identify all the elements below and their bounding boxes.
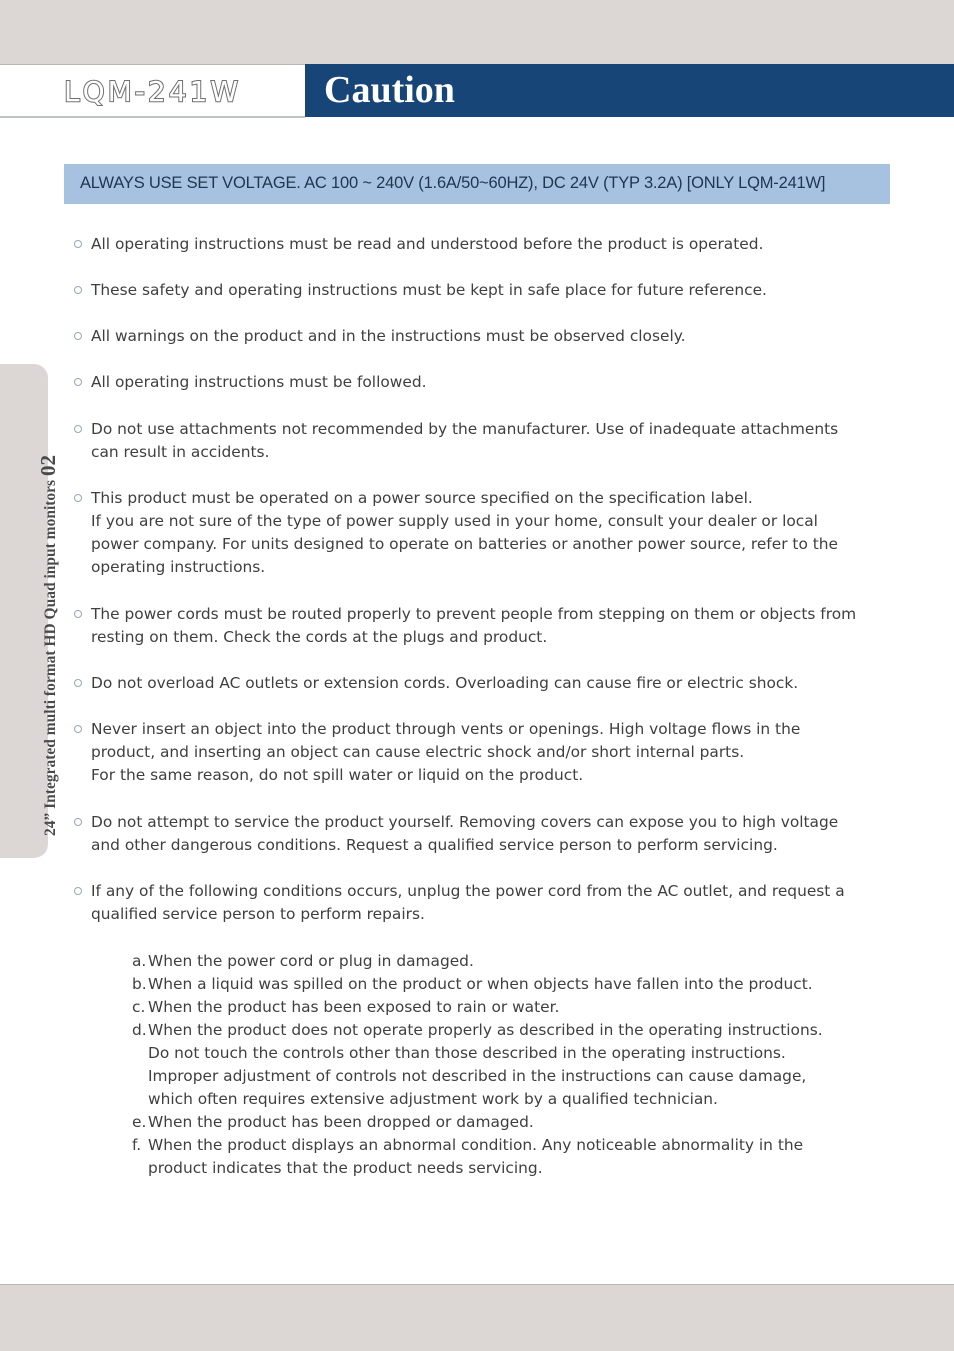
bullet-item (91, 880, 891, 926)
condition-item (132, 950, 872, 973)
bullet-line: These safety and operating instructions must be kept in safe place for future reference. (91, 281, 767, 299)
bullet-item (91, 487, 891, 579)
bullet-line: If you are not sure of the type of power supply used in your home, consult your dealer or local (91, 512, 818, 530)
bullet-line: Never insert an object into the product through vents or openings. High voltage flows in the (91, 720, 801, 738)
condition-list (132, 950, 872, 1180)
bullet-icon (74, 818, 82, 826)
condition-line: which often requires extensive adjustment work by a qualified technician. (148, 1090, 718, 1108)
bullet-icon (74, 378, 82, 386)
bullet-item (91, 811, 891, 857)
page-number: 02 (36, 455, 60, 477)
bullet-icon (74, 887, 82, 895)
bullet-item (91, 718, 891, 787)
bullet-item (91, 233, 891, 256)
bullet-item (91, 672, 891, 695)
bullet-icon (74, 610, 82, 618)
bullet-line: Do not attempt to service the product yourself. Removing covers can expose you to high voltage (91, 813, 839, 831)
bullet-icon (74, 725, 82, 733)
condition-item (132, 973, 872, 996)
bullet-item (91, 279, 891, 302)
voltage-banner (64, 164, 890, 204)
bullet-line: and other dangerous conditions. Request a qualified service person to perform servicing. (91, 836, 778, 854)
side-tab-label: 24” Integrated multi format HD Quad input monitors (42, 479, 59, 836)
condition-line: When a liquid was spilled on the product or when objects have fallen into the product. (148, 975, 813, 993)
page-title: Caution (324, 69, 455, 111)
bullet-line: Do not use attachments not recommended by the manufacturer. Use of inadequate attachments (91, 420, 839, 438)
condition-item (132, 1111, 872, 1134)
bullet-line: product, and inserting an object can cause electric shock and/or short internal parts. (91, 743, 745, 761)
condition-item (132, 1134, 872, 1180)
condition-marker: b. (132, 975, 147, 993)
condition-line: When the power cord or plug in damaged. (148, 952, 474, 970)
condition-marker: e. (132, 1113, 147, 1131)
condition-marker: c. (132, 998, 146, 1016)
bullet-icon (74, 286, 82, 294)
bullet-line: Do not overload AC outlets or extension cords. Overloading can cause fire or electric shock. (91, 674, 799, 692)
condition-line: Do not touch the controls other than those described in the operating instructions. (148, 1044, 786, 1062)
bullet-item (91, 603, 891, 649)
bullet-line: All warnings on the product and in the instructions must be observed closely. (91, 327, 686, 345)
bullet-line: operating instructions. (91, 558, 266, 576)
bullet-line: resting on them. Check the cords at the plugs and product. (91, 628, 548, 646)
condition-item (132, 996, 872, 1019)
bullet-line: All operating instructions must be read and understood before the product is operated. (91, 235, 764, 253)
condition-line: product indicates that the product needs servicing. (148, 1159, 543, 1177)
bullet-line: All operating instructions must be followed. (91, 373, 427, 391)
bullet-line: This product must be operated on a power source specified on the specification label. (91, 489, 753, 507)
bullet-item (91, 371, 891, 394)
model-header (0, 66, 305, 118)
bullet-icon (74, 679, 82, 687)
condition-line: When the product does not operate properly as described in the operating instructions. (148, 1021, 823, 1039)
bullet-line: The power cords must be routed properly to prevent people from stepping on them or objects from (91, 605, 857, 623)
condition-line: When the product has been exposed to rain or water. (148, 998, 560, 1016)
condition-line: When the product has been dropped or damaged. (148, 1113, 534, 1131)
condition-marker: f. (132, 1136, 142, 1154)
title-bar (305, 64, 954, 117)
bullet-item (91, 418, 891, 464)
bullet-line: If any of the following conditions occurs, unplug the power cord from the AC outlet, and request a (91, 882, 845, 900)
model-name: LQM-241W (63, 74, 242, 108)
bullet-icon (74, 494, 82, 502)
condition-line: Improper adjustment of controls not described in the instructions can cause damage, (148, 1067, 807, 1085)
voltage-banner-text: ALWAYS USE SET VOLTAGE. AC 100 ~ 240V (1.6A/50~60HZ), DC 24V (TYP 3.2A) [ONLY LQM-241W] (80, 174, 826, 192)
condition-marker: a. (132, 952, 147, 970)
condition-line: When the product displays an abnormal condition. Any noticeable abnormality in the (148, 1136, 804, 1154)
bullet-icon (74, 240, 82, 248)
side-tab-text (36, 455, 61, 836)
bullet-line: qualified service person to perform repairs. (91, 905, 425, 923)
bullet-icon (74, 332, 82, 340)
condition-item (132, 1019, 872, 1111)
bullet-line: power company. For units designed to operate on batteries or another power source, refer to the (91, 535, 839, 553)
top-band (0, 0, 954, 65)
bullet-icon (74, 425, 82, 433)
bullet-item (91, 325, 891, 348)
bullet-line: For the same reason, do not spill water or liquid on the product. (91, 766, 584, 784)
condition-marker: d. (132, 1021, 147, 1039)
bullet-line: can result in accidents. (91, 443, 270, 461)
bottom-band (0, 1284, 954, 1351)
